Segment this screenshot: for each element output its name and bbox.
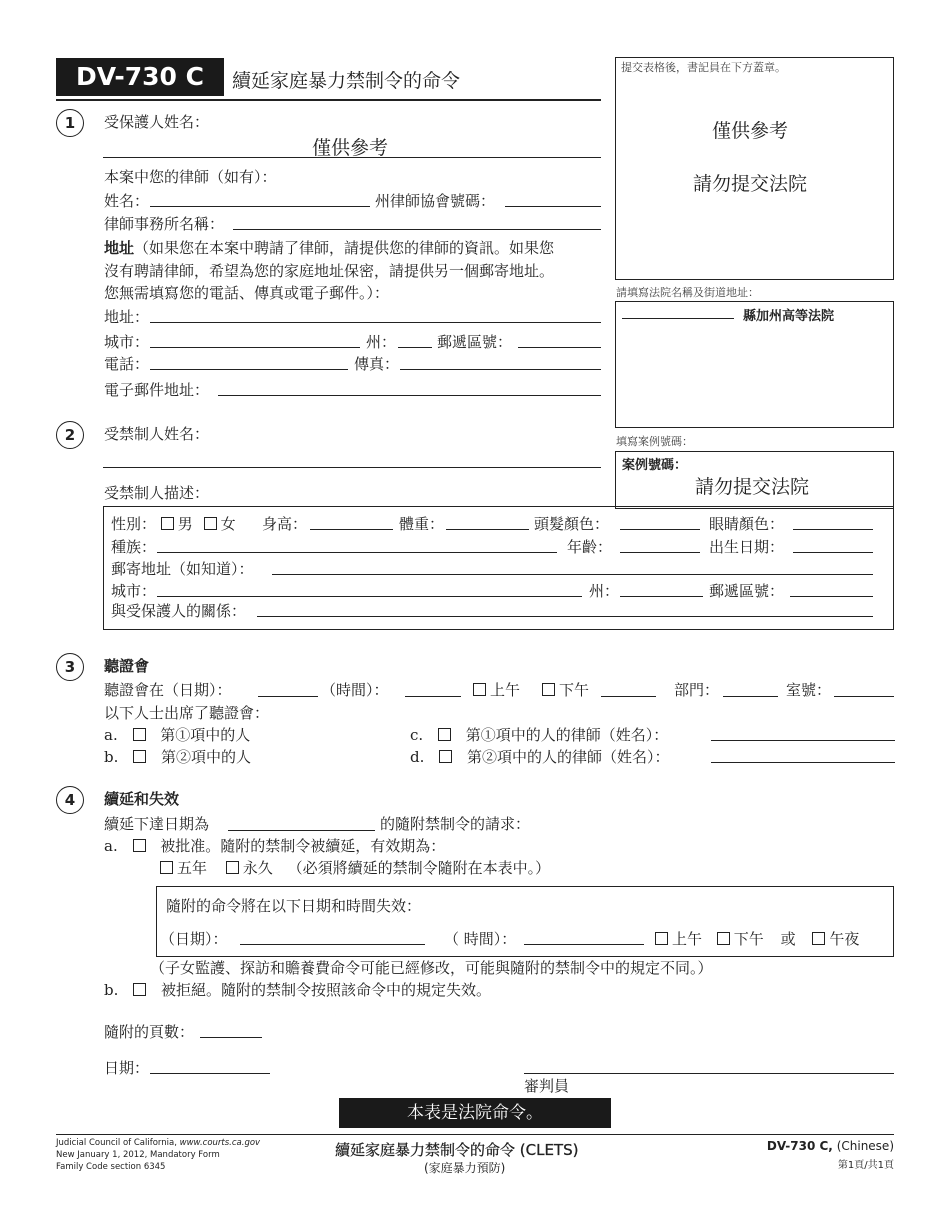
room-label: 室號：: [786, 681, 832, 699]
race-field[interactable]: [157, 552, 557, 553]
attendee-c-text: 第①項中的人的律師（姓名）：: [465, 726, 669, 744]
hearing-am-checkbox[interactable]: [473, 683, 486, 696]
footer-form-title: 續延家庭暴力禁制令的命令 (CLETS): [335, 1141, 579, 1159]
clerk-reference-text: 僅供參考: [712, 120, 789, 142]
title-underline: [56, 99, 601, 101]
footer-publisher: Judicial Council of California,: [56, 1138, 180, 1148]
attendee-c-checkbox[interactable]: [438, 728, 451, 741]
relationship-label: 與受保護人的關係：: [111, 602, 247, 620]
hair-color-label: 頭髮顏色：: [534, 515, 610, 533]
footer-rule: [56, 1134, 894, 1135]
age-field[interactable]: [620, 552, 700, 553]
phone-field[interactable]: [150, 369, 348, 370]
footer-left-line-1: [56, 1138, 260, 1148]
fax-field[interactable]: [400, 369, 601, 370]
footer-code: DV-730 C,: [766, 1139, 833, 1153]
email-field[interactable]: [218, 395, 601, 396]
city-field[interactable]: [150, 347, 360, 348]
expiration-am-checkbox[interactable]: [655, 932, 668, 945]
email-label: 電子郵件地址：: [104, 381, 210, 399]
address-note-text-1: （如果您在本案中聘請了律師，請提供您的律師的資訊。如果您: [134, 239, 555, 257]
expiration-time-field[interactable]: [524, 944, 644, 945]
hearing-am-label: 上午: [490, 681, 521, 699]
age-label: 年齡：: [567, 538, 613, 556]
expiration-or-label: 或: [780, 930, 796, 948]
zip-field[interactable]: [518, 347, 601, 348]
court-order-banner: 本表是法院命令。: [339, 1098, 611, 1128]
lawyer-intro: 本案中您的律師（如有）：: [104, 168, 277, 186]
restrained-zip-label: 郵遞區號：: [709, 582, 785, 600]
attendee-b-letter: b.: [104, 748, 119, 766]
section-2-number: 2: [56, 421, 84, 449]
five-years-checkbox[interactable]: [160, 861, 173, 874]
hearing-pm-label: 下午: [559, 681, 590, 699]
request-date-field[interactable]: [228, 830, 375, 831]
date-field[interactable]: [150, 1073, 270, 1074]
hearing-date-field[interactable]: [258, 696, 318, 697]
zip-label: 郵遞區號：: [437, 333, 513, 351]
expiration-date-field[interactable]: [240, 944, 425, 945]
footer-left-line-2: New January 1, 2012, Mandatory Form: [56, 1150, 220, 1160]
attended-label: 以下人士出席了聽證會：: [104, 704, 270, 722]
restrained-city-field[interactable]: [157, 596, 582, 597]
footer-language: (Chinese): [832, 1139, 894, 1153]
attendee-b-checkbox[interactable]: [133, 750, 146, 763]
clerk-do-not-file-text: 請勿提交法院: [693, 173, 808, 195]
hearing-pm-option: [542, 679, 589, 700]
footer-url[interactable]: www.courts.ca.gov: [179, 1138, 261, 1148]
clerk-instruction: 提交表格後，書記員在下方蓋章。: [621, 61, 786, 74]
case-number-label: 案例號碼：: [622, 458, 688, 473]
hearing-pm-checkbox[interactable]: [542, 683, 555, 696]
expiration-pm-label: 下午: [733, 930, 764, 948]
address-label: 地址：: [104, 308, 150, 326]
weight-field[interactable]: [446, 529, 529, 530]
five-years-label: 五年: [177, 859, 208, 877]
gender-label: 性別：: [111, 515, 157, 533]
granted-option: [104, 835, 445, 856]
protected-person-name-field[interactable]: [103, 157, 601, 158]
female-checkbox[interactable]: [204, 517, 217, 530]
male-label: 男: [177, 515, 193, 533]
male-checkbox[interactable]: [161, 517, 174, 530]
address-bold-label: 地址: [104, 239, 135, 257]
restrained-description-heading: 受禁制人描述：: [104, 484, 210, 502]
hair-color-field[interactable]: [620, 529, 700, 530]
permanent-note: （必須將續延的禁制令隨附在本表中。）: [287, 859, 551, 877]
granted-text: 被批准。隨附的禁制令被續延，有效期為：: [160, 837, 446, 855]
case-number-value: 請勿提交法院: [695, 476, 810, 498]
attendee-b: [104, 746, 251, 767]
state-field[interactable]: [398, 347, 432, 348]
restrained-person-name-field[interactable]: [103, 467, 601, 468]
permanent-checkbox[interactable]: [226, 861, 239, 874]
gender-row: [111, 513, 236, 534]
lawyer-name-field[interactable]: [150, 206, 370, 207]
request-post-text: 的隨附禁制令的請求：: [380, 815, 531, 833]
form-title: 續延家庭暴力禁制令的命令: [232, 70, 461, 92]
relationship-field[interactable]: [257, 616, 873, 617]
footer-form-code: [767, 1139, 894, 1153]
female-label: 女: [220, 515, 236, 533]
hearing-time-label: （時間）：: [321, 681, 389, 699]
mailing-address-label: 郵寄地址（如知道）：: [111, 560, 254, 578]
case-instruction: 填寫案例號碼：: [616, 435, 693, 448]
attendee-a-text: 第①項中的人: [160, 726, 251, 744]
hearing-pm-field[interactable]: [601, 696, 656, 697]
protected-person-name: 僅供參考: [312, 137, 389, 159]
attendee-c-letter: c.: [410, 726, 424, 744]
expiration-text: 隨附的命令將在以下日期和時間失效：: [166, 897, 422, 915]
section-1-number: 1: [56, 109, 84, 137]
dob-field[interactable]: [793, 552, 873, 553]
weight-label: 體重：: [399, 515, 445, 533]
section-3-number: 3: [56, 653, 84, 681]
dob-label: 出生日期：: [709, 538, 785, 556]
state-label: 州：: [366, 333, 397, 351]
expiration-ampm-options: [655, 928, 859, 949]
attached-pages-field[interactable]: [200, 1037, 262, 1038]
section-4-number: 4: [56, 786, 84, 814]
expiration-time-label: （ 時間）：: [444, 930, 517, 948]
footer-form-subtitle: (家庭暴力預防): [424, 1161, 506, 1175]
address-note-line-1: [104, 237, 554, 258]
midnight-checkbox[interactable]: [812, 932, 825, 945]
midnight-label: 午夜: [829, 930, 860, 948]
attendee-c: [410, 724, 668, 745]
footer-page-count: 第1頁/共1頁: [837, 1160, 894, 1171]
attendee-b-text: 第②項中的人: [160, 748, 251, 766]
denied-text: 被拒絕。隨附的禁制令按照該命令中的規定失效。: [160, 981, 491, 999]
department-field[interactable]: [723, 696, 778, 697]
attendee-a-checkbox[interactable]: [133, 728, 146, 741]
court-instruction: 請填寫法院名稱及街道地址：: [616, 286, 759, 299]
room-field[interactable]: [834, 696, 894, 697]
attendee-c-name-field[interactable]: [711, 740, 895, 741]
height-field[interactable]: [310, 529, 393, 530]
county-field[interactable]: [622, 318, 734, 319]
denied-checkbox[interactable]: [133, 983, 146, 996]
judge-label: 審判員: [524, 1077, 570, 1095]
department-label: 部門：: [674, 681, 720, 699]
attendee-d-checkbox[interactable]: [439, 750, 452, 763]
custody-note: （子女監護、探訪和贍養費命令可能已經修改，可能與隨附的禁制令中的規定不同。）: [150, 959, 713, 977]
renewal-heading: 續延和失效: [104, 790, 180, 808]
duration-options: [160, 857, 550, 878]
height-label: 身高：: [262, 515, 308, 533]
restrained-city-label: 城市：: [111, 582, 157, 600]
restrained-person-heading: 受禁制人姓名：: [104, 425, 210, 443]
attached-pages-label: 隨附的頁數：: [104, 1023, 195, 1041]
fax-label: 傳真：: [354, 355, 400, 373]
firm-name-label: 律師事務所名稱：: [104, 215, 225, 233]
attendee-d: [410, 746, 669, 767]
court-name: 縣加州高等法院: [743, 309, 835, 324]
eye-color-field[interactable]: [793, 529, 873, 530]
attendee-d-text: 第②項中的人的律師（姓名）：: [466, 748, 670, 766]
permanent-label: 永久: [242, 859, 273, 877]
city-label: 城市：: [104, 333, 150, 351]
expiration-pm-checkbox[interactable]: [717, 932, 730, 945]
attendee-a: [104, 724, 250, 745]
hearing-date-label: 聽證會在（日期）：: [104, 681, 232, 699]
eye-color-label: 眼睛顏色：: [709, 515, 785, 533]
address-field[interactable]: [150, 322, 601, 323]
judge-signature-line[interactable]: [524, 1073, 894, 1074]
denied-option: [104, 979, 491, 1000]
granted-letter: a.: [104, 837, 118, 855]
denied-letter: b.: [104, 981, 119, 999]
expiration-am-label: 上午: [672, 930, 703, 948]
hearing-time-field[interactable]: [405, 696, 461, 697]
date-label: 日期：: [104, 1059, 150, 1077]
granted-checkbox[interactable]: [133, 839, 146, 852]
expiration-date-label: （日期）：: [160, 930, 228, 948]
attendee-d-name-field[interactable]: [711, 762, 895, 763]
hearing-am-option: [473, 679, 520, 700]
hearing-heading: 聽證會: [104, 657, 150, 675]
address-note-line-2: 沒有聘請律師，希望為您的家庭地址保密，請提供另一個郵寄地址。: [104, 262, 555, 280]
request-pre-text: 續延下達日期為: [104, 815, 210, 833]
form-code-badge: DV-730 C: [56, 58, 224, 96]
protected-person-heading: 受保護人姓名：: [104, 113, 210, 131]
attendee-d-letter: d.: [410, 748, 425, 766]
mailing-address-field[interactable]: [272, 574, 873, 575]
restrained-state-label: 州：: [589, 582, 620, 600]
restrained-zip-field[interactable]: [790, 596, 873, 597]
phone-label: 電話：: [104, 355, 150, 373]
lawyer-name-label: 姓名：: [104, 192, 150, 210]
firm-name-field[interactable]: [233, 229, 601, 230]
bar-number-label: 州律師協會號碼：: [375, 192, 496, 210]
race-label: 種族：: [111, 538, 157, 556]
bar-number-field[interactable]: [505, 206, 601, 207]
footer-left-line-3: Family Code section 6345: [56, 1162, 166, 1172]
restrained-state-field[interactable]: [620, 596, 703, 597]
attendee-a-letter: a.: [104, 726, 118, 744]
address-note-line-3: 您無需填寫您的電話、傳真或電子郵件。）：: [104, 284, 390, 302]
